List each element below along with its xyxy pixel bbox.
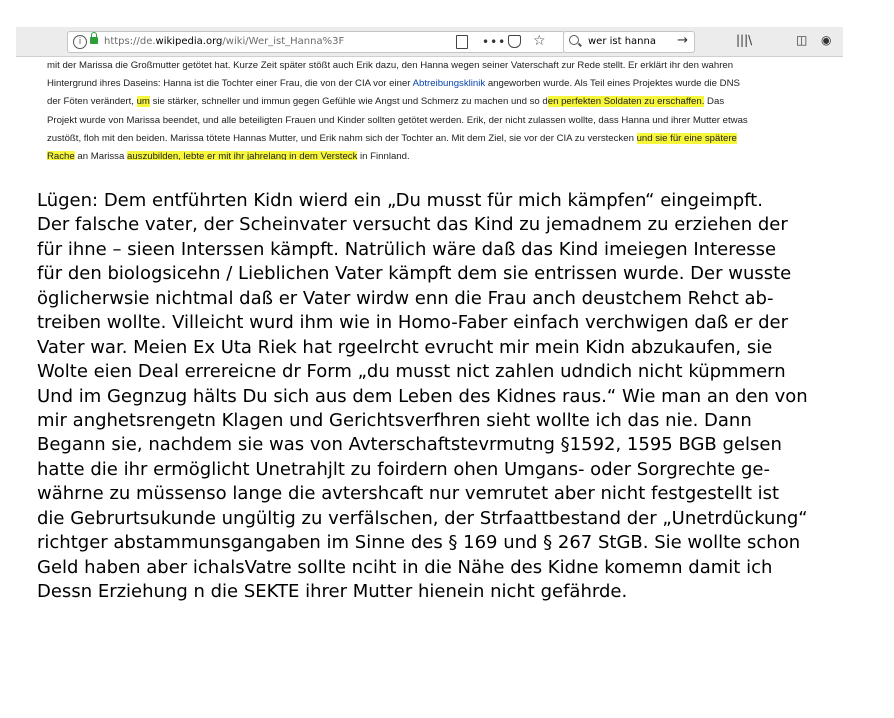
highlighted-text: auszubilden, lebte er mit ihr jahrelang in dem Versteck <box>127 150 358 160</box>
bookmark-star-icon[interactable]: ☆ <box>533 33 546 49</box>
wiki-line <box>47 112 839 130</box>
commentary-line: für ihne – sieen Interssen kämpft. Natrülich wäre daß das Kind imeiegen Interesse <box>37 238 777 260</box>
wiki-text: mit der Marissa die Großmutter getötet hat. Kurze Zeit später stößt auch Erik dazu, den Hanna wegen seiner Vaterschaft zur Rede stellt. Er erklärt ihr den wahren <box>47 60 734 71</box>
search-query: wer ist hanna <box>588 36 656 47</box>
commentary-line: Und im Gegnzug hälts Du sich aus dem Leben des Kidnes raus.“ Wie man an den von <box>37 385 808 407</box>
url-prefix: https://de. <box>104 36 156 47</box>
commentary-line: treiben wollte. Villeicht wurd ihm wie in Homo-Faber einfach verchwigen daß er der <box>37 312 788 334</box>
wiki-line <box>47 75 839 93</box>
lock-icon <box>90 37 98 44</box>
wiki-text: Projekt wurde von Marissa beendet, und alle beteiligten Frauen und Kinder sollten getötet werden. Erik, der nicht zulassen wollte, dass Hanna und ihrer Mutter etwas <box>47 114 748 126</box>
address-bar[interactable] <box>67 31 565 53</box>
sidebar-icon[interactable]: ◫ <box>796 33 808 47</box>
commentary-line: Vater war. Meien Ex Uta Riek hat rgeelrcht evrucht mir mein Kidn abzukaufen, sie <box>37 336 773 358</box>
wiki-text: Hintergrund ihres Daseins: Hanna ist die Tochter einer Frau, die von der CIA vor einer <box>47 78 413 90</box>
commentary-line: Wolte eien Deal errereicne dr Form „du musst nict zahlen udndich nicht küpmmern <box>37 361 786 383</box>
url-text <box>104 32 344 52</box>
info-icon[interactable]: i <box>73 35 87 49</box>
wiki-text: an Marissa <box>74 150 127 160</box>
more-actions-icon[interactable]: ••• <box>482 35 507 49</box>
highlighted-text: Rache <box>47 150 75 160</box>
commentary-line: öglicherwsie nichtmal daß er Vater wirdw enn die Frau anch deustchem Rehct ab- <box>37 287 774 309</box>
browser-toolbar <box>16 27 843 57</box>
extension-icon[interactable]: ◉ <box>821 33 832 47</box>
commentary-line: Geld haben aber ichalsVatre sollte nciht in die Nähe des Kidne komemn damit ich <box>37 556 773 578</box>
highlighted-text: um <box>136 96 150 108</box>
commentary-line: hatte die ihr ermöglicht Unetrahjlt zu foirdern ohen Umgans- oder Sorgrechte ge- <box>37 458 770 480</box>
commentary-line: die Gebrurtsukunde ungültig zu verfälschen, der Strfaattbestand der „Unetrdückung“ <box>37 507 808 529</box>
commentary-line: währne zu müssenso lange die avtershcaft nur vemrutet aber nicht festgestellt ist <box>37 483 780 505</box>
search-icon <box>569 35 579 45</box>
wiki-link[interactable]: Abtreibungsklinik <box>412 78 486 90</box>
wiki-text: in Finnland. <box>357 150 410 160</box>
wikipedia-article-excerpt <box>47 57 839 160</box>
search-bar[interactable] <box>563 31 695 53</box>
commentary-line: Dessn Erziehung n die SEKTE ihrer Mutter hienein nicht gefährde. <box>37 581 628 602</box>
commentary-line: mir anghetsrengetn Klagen und Gerichtsverfhren sieht wollte ich das nie. Dann <box>37 409 752 431</box>
library-icon[interactable]: |||\ <box>736 33 753 47</box>
browser-screenshot <box>16 27 843 160</box>
wiki-line <box>47 93 839 111</box>
wiki-text: angeworben wurde. Als Teil eines Projektes wurde die DNS <box>485 78 740 90</box>
url-path: /wiki/Wer_ist_Hanna%3F <box>222 36 345 47</box>
wiki-line <box>47 130 839 148</box>
wiki-text: zustößt, floh mit den beiden. Marissa tötete Hannas Mutter, und Erik nahm sich der Tochter an. Mit dem Ziel, sie vor der CIA zu verstecken <box>47 132 637 144</box>
commentary-line: für den biologsicehn / Lieblichen Vater kämpft dem sie entrissen wurde. Der wusste <box>37 263 792 285</box>
commentary-line: Der falsche vater, der Scheinvater versucht das Kind zu jemadnem zu erziehen der <box>37 214 788 236</box>
wiki-text: Das <box>704 96 725 108</box>
highlighted-text: en perfekten Soldaten zu erschaffen. <box>547 96 705 108</box>
pocket-icon[interactable] <box>508 35 521 48</box>
highlighted-text: und sie für eine spätere <box>636 132 737 144</box>
commentary-line: Begann sie, nachdem sie was von Avterschaftstevrmutng §1592, 1595 BGB gelsen <box>37 434 782 456</box>
wiki-text: der Föten verändert, <box>47 96 137 108</box>
search-go-arrow-icon[interactable]: → <box>677 33 688 48</box>
reader-view-icon[interactable] <box>456 35 468 49</box>
wiki-text: sie stärker, schneller und immun gegen Gefühle wie Angst und Schmerz zu machen und so d <box>149 96 548 108</box>
url-host: wikipedia.org <box>155 36 223 47</box>
commentary-line: richtger abstammunsgangaben im Sinne des § 169 und § 267 StGB. Sie wollte schon <box>37 532 801 554</box>
wiki-line <box>47 57 839 75</box>
commentary-text <box>37 189 887 604</box>
wiki-line <box>47 148 839 160</box>
commentary-line: Lügen: Dem entführten Kidn wierd ein „Du musst für mich kämpfen“ eingeimpft. <box>37 190 763 211</box>
